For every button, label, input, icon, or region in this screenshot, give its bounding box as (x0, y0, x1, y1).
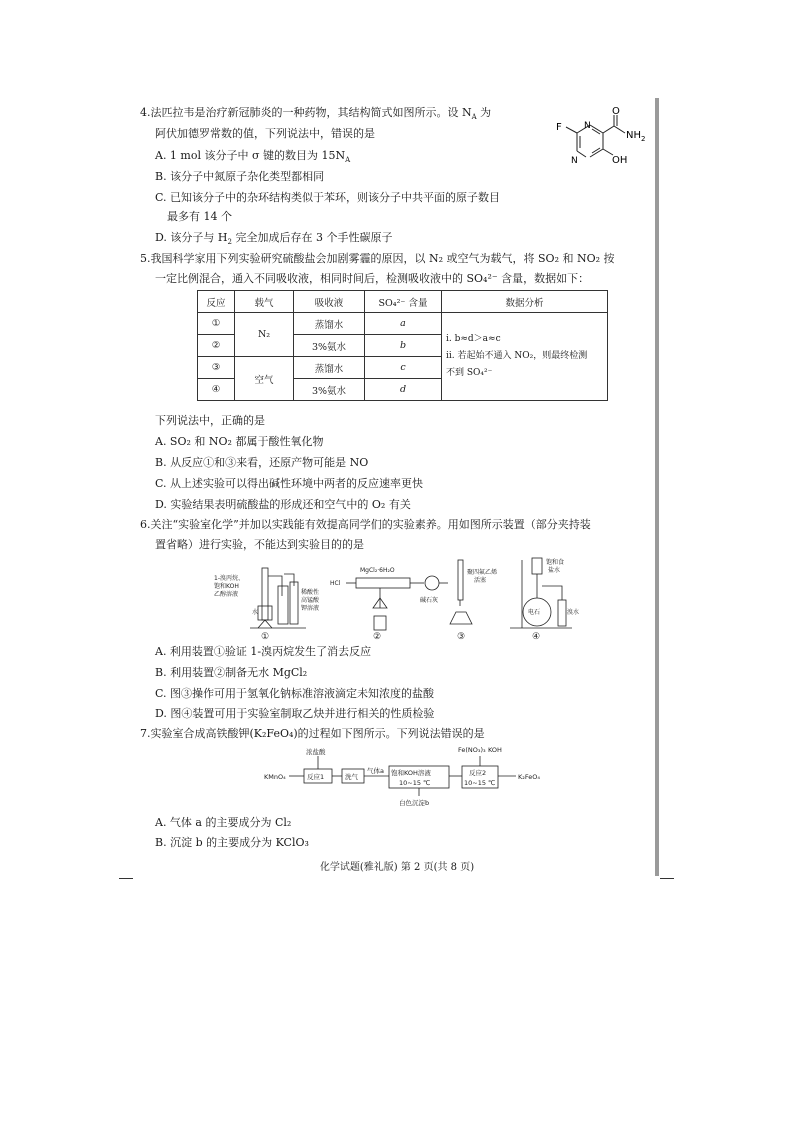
q5-option-d: D. 实验结果表明硫酸盐的形成还和空气中的 O₂ 有关 (155, 498, 411, 511)
q5-option-a: A. SO₂ 和 NO₂ 都属于酸性氧化物 (155, 435, 324, 448)
table-header: 数据分析 (442, 291, 608, 313)
figure-number: ② (373, 632, 382, 642)
flow-label: KOH (488, 746, 502, 754)
analysis-line: ⅱ. 若起始不通入 NO₂，则最终检测 (446, 351, 588, 361)
crop-mark-right (660, 878, 674, 879)
q5-data-table (197, 290, 608, 401)
table-header: 吸收液 (294, 291, 365, 313)
fig-label: 活塞 (474, 577, 487, 584)
table-cell: a (365, 313, 442, 335)
fig-label: 溴水 (567, 609, 580, 616)
table-cell: 3%氨水 (294, 335, 365, 357)
figure-number: ④ (532, 632, 541, 642)
analysis-line: 不到 SO₄²⁻ (446, 368, 493, 378)
fluorine-label: F (556, 122, 562, 133)
table-header: 反应 (198, 291, 235, 313)
table-header: 载气 (235, 291, 294, 313)
q4-option-a: A. 1 mol 该分子中 σ 键的数目为 $15N_A$ (155, 149, 351, 165)
q4-option-c-cont: 最多有 14 个 (167, 210, 232, 223)
table-cell: ① (198, 313, 235, 335)
fig-label: 水 (252, 609, 259, 616)
figure-number: ③ (457, 632, 466, 642)
flow-label: KMnO₄ (264, 773, 286, 781)
table-cell: ④ (198, 379, 235, 401)
q7-flow-diagram (262, 744, 562, 808)
q7-option-b: B. 沉淀 b 的主要成分为 KClO₃ (155, 836, 309, 849)
flow-label: 反应2 (469, 769, 487, 777)
table-cell: ③ (198, 357, 235, 379)
table-header-row (198, 291, 608, 313)
flow-label: 10~15 ℃ (464, 779, 496, 787)
q6-option-b: B. 利用装置②制备无水 MgCl₂ (155, 666, 308, 679)
q4-option-d: D. 该分子与 $H_2$ 完全加成后存在 3 个手性碳原子 (155, 231, 393, 247)
table-row (198, 313, 608, 335)
page-footer: 化学试题(雅礼版) 第 2 页(共 8 页) (319, 862, 475, 873)
fig-label: MgCl₂·6H₂O (360, 567, 395, 574)
table-cell: 空气 (235, 357, 294, 401)
analysis-line: ⅰ. b≈d＞a≈c (446, 334, 501, 344)
q5-option-c: C. 从上述实验可以得出碱性环境中两者的反应速率更快 (155, 477, 424, 490)
fig-label: 电石 (528, 609, 541, 616)
fig-label: 稀酸性 (301, 589, 320, 596)
q5-option-b: B. 从反应①和③来看，还原产物可能是 NO (155, 456, 369, 469)
q4-stem-line1: 4.法匹拉韦是治疗新冠肺炎的一种药物，其结构简式如图所示。设 $N_A$ 为 (140, 106, 492, 122)
q6-option-a: A. 利用装置①验证 1-溴丙烷发生了消去反应 (155, 645, 372, 658)
q7-option-a: A. 气体 a 的主要成分为 Cl₂ (155, 816, 292, 829)
analysis-cell (442, 313, 608, 401)
flow-label: Fe(NO₃)₃ (458, 746, 486, 754)
q6-option-c: C. 图③操作可用于氢氧化钠标准溶液滴定未知浓度的盐酸 (155, 687, 435, 700)
table-cell: 蒸馏水 (294, 313, 365, 335)
q7-stem: 7.实验室合成高铁酸钾(K₂FeO₄)的过程如下图所示。下列说法错误的是 (140, 727, 485, 740)
flow-label: 饱和KOH溶液 (391, 769, 431, 777)
q5-stem-line2: 一定比例混合，通入不同吸收液，相同时间后，检测吸收液中的 SO₄²⁻ 含量，数据如下： (155, 272, 590, 285)
fig-label: 高锰酸 (301, 597, 320, 604)
oxygen-label: O (612, 106, 620, 117)
table-cell: 蒸馏水 (294, 357, 365, 379)
table-cell: ② (198, 335, 235, 357)
page-edge-bar (655, 98, 659, 876)
crop-mark-left (119, 878, 133, 879)
fig-label: 饱和KOH (214, 583, 239, 590)
table-cell: 3%氨水 (294, 379, 365, 401)
amide-label: $NH_2$ (626, 130, 646, 143)
q5-prompt: 下列说法中，正确的是 (155, 414, 265, 427)
figure-number: ① (261, 632, 270, 642)
table-cell: N₂ (235, 313, 294, 357)
ring-nitrogen-bottom: N (571, 156, 578, 166)
fig-label: HCl (330, 580, 341, 587)
table-cell: c (365, 357, 442, 379)
q5-stem-line1: 5.我国科学家用下列实验研究硫酸盐会加剧雾霾的原因，以 N₂ 或空气为载气，将 SO₂ 和 NO₂ 按 (140, 252, 615, 265)
ring-nitrogen-top: N (584, 121, 591, 131)
flow-label: 洗气 (345, 773, 358, 781)
fig-label: 碱石灰 (420, 597, 439, 604)
hydroxyl-label: OH (612, 155, 628, 166)
fig-label: 1-溴丙烷、 (214, 575, 244, 582)
fig-label: 乙醇溶液 (214, 591, 239, 598)
favipiravir-structure (542, 104, 658, 186)
fig-label: 饱和食 (546, 559, 565, 566)
q4-option-b: B. 该分子中氮原子杂化类型都相同 (155, 170, 325, 183)
q4-stem-line2: 阿伏加德罗常数的值，下列说法中，错误的是 (155, 127, 375, 140)
flow-label: 10~15 ℃ (399, 779, 431, 787)
table-header: SO₄²⁻ 含量 (365, 291, 442, 313)
flow-label: 反应1 (307, 773, 325, 781)
q6-stem-line1: 6.关注“实验室化学”并加以实践能有效提高同学们的实验素养。用如图所示装置（部分夹持装 (140, 518, 591, 531)
q6-apparatus-figure (210, 556, 580, 642)
flow-label: K₂FeO₄ (518, 773, 540, 781)
flow-label: 气体a (367, 767, 384, 775)
table-cell: b (365, 335, 442, 357)
fig-label: 盐水 (548, 567, 561, 574)
flow-label: 浓盐酸 (306, 748, 326, 756)
fig-label: 聚四氟乙烯 (467, 569, 498, 576)
flow-label: 白色沉淀b (399, 799, 430, 807)
q4-option-c: C. 已知该分子中的杂环结构类似于苯环，则该分子中共平面的原子数目 (155, 191, 501, 204)
table-cell: d (365, 379, 442, 401)
q6-stem-line2: 置省略）进行实验，不能达到实验目的的是 (155, 538, 364, 551)
q6-option-d: D. 图④装置可用于实验室制取乙炔并进行相关的性质检验 (155, 707, 435, 720)
fig-label: 钾溶液 (301, 605, 320, 612)
